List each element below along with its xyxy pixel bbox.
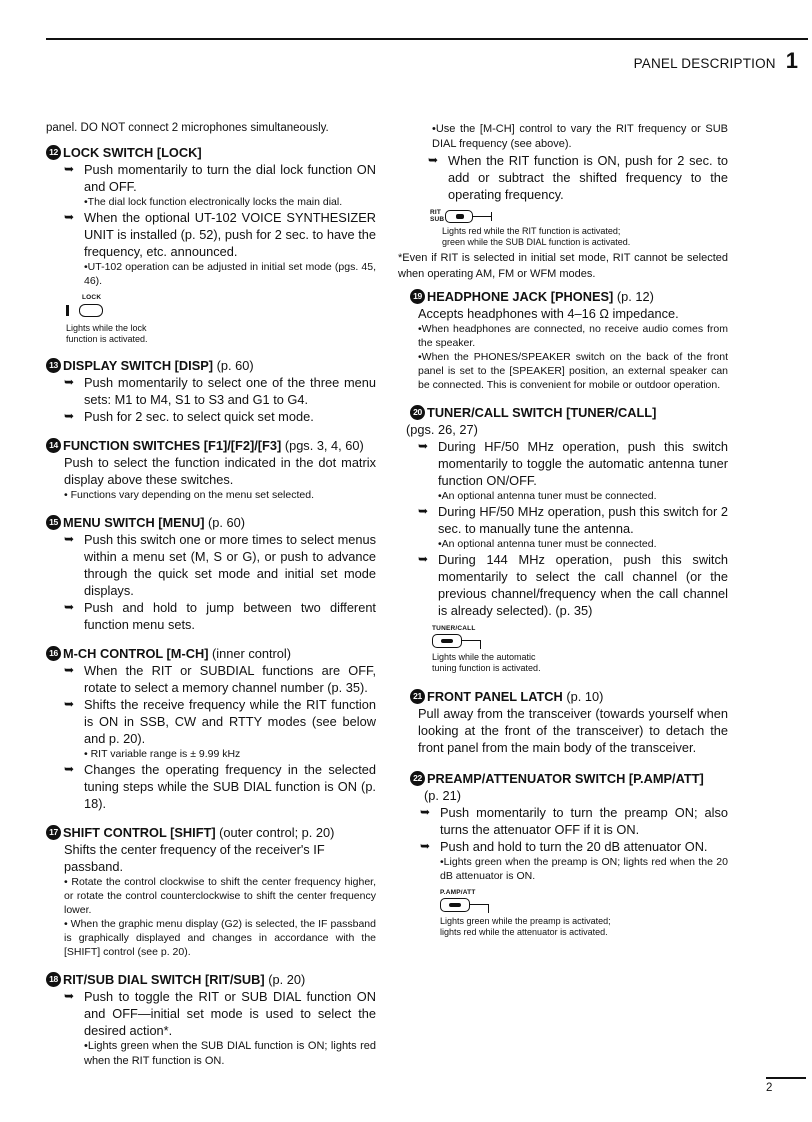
bullet-item: ➥ Shifts the receive frequency while the RIT function is ON in SSB, CW and RTTY modes (see below and p. 20).: [64, 697, 376, 746]
section-heading: DISPLAY SWITCH [DISP]: [63, 358, 214, 373]
section-heading: HEADPHONE JACK [PHONES]: [427, 289, 614, 304]
figure-caption: Lights while the automatic tuning function is activated.: [432, 652, 541, 673]
note: • RIT variable range is ± 9.99 kHz: [84, 748, 241, 760]
arrow-right-icon: ➥: [64, 989, 75, 1003]
bullet-item: ➥ Changes the operating frequency in the selected tuning steps while the SUB DIAL function is ON (p. 18).: [64, 762, 376, 811]
section-heading: RIT/SUB DIAL SWITCH [RIT/SUB]: [63, 972, 265, 987]
section-number-icon: 13: [46, 358, 61, 373]
section-number-icon: 22: [410, 771, 425, 786]
section-mch: [46, 645, 376, 812]
figure-label: LOCK: [82, 294, 102, 301]
bullet-item: ➥ When the optional UT-102 VOICE SYNTHESIZER UNIT is installed (p. 52), push for 2 sec. to have the frequency, etc. announced.: [64, 210, 376, 259]
section-title: [410, 404, 728, 421]
section-number-icon: 16: [46, 646, 61, 661]
arrow-right-icon: ➥: [64, 375, 75, 389]
arrow-right-icon: ➥: [420, 805, 431, 819]
body-text: Push to select the function indicated in the dot matrix display above these switches.: [64, 455, 376, 487]
tuner-button-figure: [418, 625, 728, 674]
section-disp: [46, 357, 376, 425]
section-title: 14 FUNCTION SWITCHES [F1]/[F2]/[F3] (pgs. 3, 4, 60): [46, 437, 376, 454]
section-latch: [410, 688, 728, 756]
right-column: [398, 122, 728, 950]
section-heading: SHIFT CONTROL [SHIFT]: [63, 825, 216, 840]
section-shift: [46, 824, 376, 959]
section-heading: M-CH CONTROL [M-CH]: [63, 646, 209, 661]
preamp-button-figure: [420, 889, 728, 938]
note: •When headphones are connected, no receive audio comes from the speaker.: [418, 323, 728, 349]
arrow-right-icon: ➥: [64, 663, 75, 677]
section-title: [410, 770, 728, 787]
note: •An optional antenna tuner must be connected.: [438, 538, 657, 550]
arrow-right-icon: ➥: [64, 210, 75, 224]
section-heading: TUNER/CALL SWITCH [TUNER/CALL]: [427, 405, 657, 420]
rit-button-icon: [445, 210, 473, 223]
section-heading: FRONT PANEL LATCH: [427, 689, 563, 704]
arrow-right-icon: ➥: [64, 409, 75, 423]
section-heading: MENU SWITCH [MENU]: [63, 515, 205, 530]
footnote: *Even if RIT is selected in initial set mode, RIT cannot be selected when operating AM, FM or WFM modes.: [398, 252, 728, 280]
bullet-item: ➥ Push to toggle the RIT or SUB DIAL function ON and OFF—initial set mode is used to select the desired action*.: [64, 989, 376, 1038]
figure-label: TUNER/CALL: [432, 625, 476, 632]
section-menu: [46, 514, 376, 633]
section-title: 21 FRONT PANEL LATCH (p. 10): [410, 688, 728, 705]
bullet-item: ➥ Push and hold to jump between two different function menu sets.: [64, 600, 376, 632]
arrow-right-icon: ➥: [428, 153, 439, 167]
section-number-icon: 14: [46, 438, 61, 453]
lock-button-figure: [64, 294, 376, 345]
note: •Lights green when the SUB DIAL function is ON; lights red when the RIT function is ON.: [84, 1040, 376, 1067]
arrow-right-icon: ➥: [64, 600, 75, 614]
note: •Lights green when the preamp is ON; lights red when the 20 dB attenuator is ON.: [440, 856, 728, 882]
section-reference: (p. 21): [424, 788, 461, 803]
top-rule: [46, 38, 808, 40]
section-number-icon: 18: [46, 972, 61, 987]
section-tuner: [406, 404, 728, 674]
section-preamp: [410, 770, 728, 938]
bullet-item: ➥ During HF/50 MHz operation, push this switch for 2 sec. to manually tune the antenna.: [418, 504, 728, 536]
section-phones: [410, 288, 728, 392]
note: •When the PHONES/SPEAKER switch on the back of the front panel is set to the [SPEAKER] position, an external speaker can be connected. This is convenient for mobile or outdoor operation.: [418, 351, 728, 391]
section-number-icon: 17: [46, 825, 61, 840]
left-column: [46, 122, 376, 1081]
chapter-number: 1: [785, 48, 798, 73]
bullet-item: ➥ When the RIT function is ON, push for 2 sec. to add or subtract the shifted frequency to the operating frequency.: [428, 153, 728, 202]
section-title: [46, 144, 376, 161]
note: •An optional antenna tuner must be connected.: [438, 490, 657, 502]
header-title: PANEL DESCRIPTION: [633, 56, 776, 71]
bullet-item: ➥ Push this switch one or more times to select menus within a menu set (M, S or G), or push to advance through the quick set mode and initial set mode displays.: [64, 532, 376, 598]
note: • Rotate the control clockwise to shift the center frequency higher, or rotate the control counterclockwise to shift the center frequency lower.: [64, 876, 376, 916]
section-number-icon: 21: [410, 689, 425, 704]
figure-caption: Lights red while the RIT function is activated; green while the SUB DIAL function is activated.: [442, 226, 631, 247]
arrow-right-icon: ➥: [64, 532, 75, 546]
body-text: Shifts the center frequency of the receiver's IF passband.: [64, 842, 325, 874]
preamp-att-button-icon: [440, 898, 470, 912]
page-number: 2: [766, 1082, 773, 1094]
section-number-icon: 19: [410, 289, 425, 304]
section-heading: PREAMP/ATTENUATOR SWITCH [P.AMP/ATT]: [427, 771, 704, 786]
note: • When the graphic menu display (G2) is selected, the IF passband is graphically displayed and changes in accordance with the [SHIFT] control (see p. 20).: [64, 918, 376, 958]
note: •The dial lock function electronically locks the main dial.: [84, 196, 343, 208]
note: • Functions vary depending on the menu set selected.: [64, 489, 314, 501]
section-number-icon: 20: [410, 405, 425, 420]
section-number-icon: 12: [46, 145, 61, 160]
lock-button-icon: [79, 304, 103, 317]
section-title: 16 M-CH CONTROL [M-CH] (inner control): [46, 645, 376, 662]
note: •UT-102 operation can be adjusted in initial set mode (pgs. 45, 46).: [84, 261, 376, 287]
arrow-right-icon: ➥: [418, 552, 429, 566]
arrow-right-icon: ➥: [64, 162, 75, 176]
arrow-right-icon: ➥: [64, 697, 75, 711]
section-function: [46, 437, 376, 502]
section-title: 19 HEADPHONE JACK [PHONES] (p. 12): [410, 288, 728, 305]
arrow-right-icon: ➥: [418, 439, 429, 453]
bullet-item: ➥ When the RIT or SUBDIAL functions are OFF, rotate to select a memory channel number (p. 35).: [64, 663, 376, 695]
figure-label: P.AMP/ATT: [440, 889, 476, 896]
section-rit-continued: [398, 122, 728, 282]
bullet-item: ➥ Push momentarily to select one of the three menu sets: M1 to M4, S1 to S3 and G1 to G4.: [64, 375, 376, 407]
rit-button-figure: RIT SUB Lights red while the RIT function is activated; green while the SUB DIAL function is activated.: [428, 209, 728, 248]
bullet-item: ➥ Push momentarily to turn the preamp ON; also turns the attenuator OFF if it is ON.: [420, 805, 728, 837]
arrow-right-icon: ➥: [418, 504, 429, 518]
section-title: 15 MENU SWITCH [MENU] (p. 60): [46, 514, 376, 531]
section-title: 18 RIT/SUB DIAL SWITCH [RIT/SUB] (p. 20): [46, 971, 376, 988]
bullet-item: ➥ Push for 2 sec. to select quick set mode.: [64, 409, 314, 424]
bullet-item: ➥ During 144 MHz operation, push this switch momentarily to select the call channel (or the previous channel/frequency when the call channel is already selected). (p. 35): [418, 552, 728, 618]
figure-caption: Lights green while the preamp is activated; lights red while the attenuator is activated.: [440, 916, 611, 937]
body-text: Accepts headphones with 4–16 Ω impedance.: [418, 306, 679, 321]
arrow-right-icon: ➥: [420, 839, 431, 853]
section-heading: LOCK SWITCH [LOCK]: [63, 145, 202, 160]
arrow-right-icon: ➥: [64, 762, 75, 776]
section-title: 17 SHIFT CONTROL [SHIFT] (outer control; p. 20): [46, 824, 376, 841]
bullet-item: ➥ Push and hold to turn the 20 dB attenuator ON.: [420, 839, 708, 854]
page-header: [634, 48, 798, 74]
body-text: Pull away from the transceiver (towards yourself when looking at the front of the transceiver) to detach the front panel from the main body of the transceiver.: [418, 706, 728, 755]
section-rit: [46, 971, 376, 1069]
note: •Use the [M-CH] control to vary the RIT frequency or SUB DIAL frequency (see above).: [432, 123, 728, 150]
bullet-item: ➥ During HF/50 MHz operation, push this switch momentarily to toggle the automatic antenna tuner function ON/OFF.: [418, 439, 728, 488]
section-reference: (pgs. 26, 27): [406, 422, 478, 437]
bottom-rule: [766, 1077, 806, 1079]
section-title: 13 DISPLAY SWITCH [DISP] (p. 60): [46, 357, 376, 374]
tuner-call-button-icon: [432, 634, 462, 648]
figure-caption: Lights while the lock function is activated.: [66, 323, 148, 344]
bullet-item: ➥ Push momentarily to turn the dial lock function ON and OFF.: [64, 162, 376, 194]
section-lock: [46, 144, 376, 345]
section-number-icon: 15: [46, 515, 61, 530]
lead-text: panel. DO NOT connect 2 microphones simultaneously.: [46, 122, 329, 134]
section-heading: FUNCTION SWITCHES [F1]/[F2]/[F3]: [63, 438, 282, 453]
